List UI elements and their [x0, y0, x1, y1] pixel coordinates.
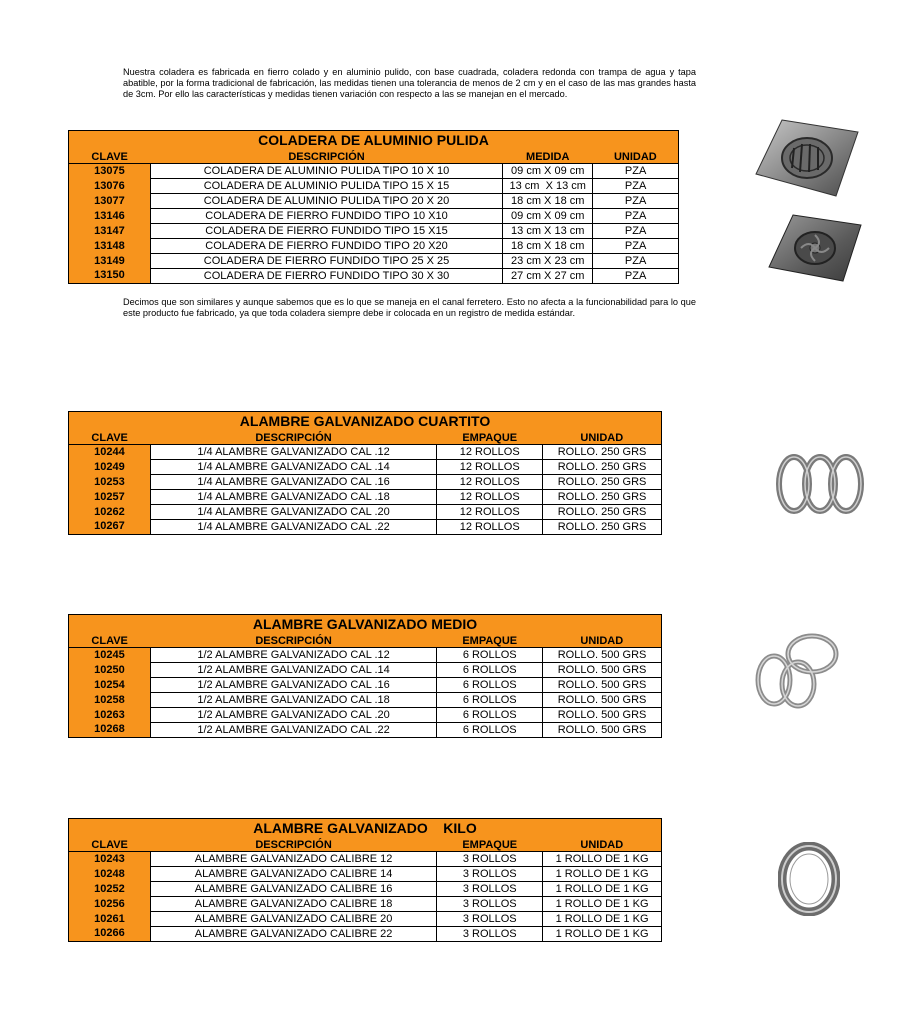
product-unit: PZA [593, 194, 679, 209]
alambre-medio-image [752, 630, 848, 710]
product-description: COLADERA DE ALUMINIO PULIDA TIPO 20 X 20 [150, 194, 502, 209]
table-header-row [69, 431, 662, 445]
table-title-row [69, 615, 662, 635]
product-unit: 1 ROLLO DE 1 KG [543, 927, 662, 942]
product-unit: PZA [593, 209, 679, 224]
product-code: 13076 [69, 179, 151, 194]
product-description: ALAMBRE GALVANIZADO CALIBRE 12 [150, 852, 437, 867]
table-row [69, 164, 679, 179]
product-description: COLADERA DE FIERRO FUNDIDO TIPO 30 X 30 [150, 269, 502, 284]
product-description: COLADERA DE FIERRO FUNDIDO TIPO 10 X10 [150, 209, 502, 224]
product-unit: PZA [593, 239, 679, 254]
product-description: 1/2 ALAMBRE GALVANIZADO CAL .16 [150, 678, 437, 693]
table-row [69, 648, 662, 663]
product-measure: 13 cm X 13 cm [503, 224, 593, 239]
product-measure: 13 cm X 13 cm [503, 179, 593, 194]
product-description: 1/4 ALAMBRE GALVANIZADO CAL .12 [150, 445, 437, 460]
product-measure: 12 ROLLOS [437, 475, 543, 490]
table-title: ALAMBRE GALVANIZADO KILO [69, 819, 662, 839]
product-description: COLADERA DE FIERRO FUNDIDO TIPO 20 X20 [150, 239, 502, 254]
table-row [69, 693, 662, 708]
product-unit: ROLLO. 500 GRS [543, 693, 662, 708]
intro-paragraph: Nuestra coladera es fabricada en fierro colado y en aluminio pulido, con base cuadrada, coladera redonda con trampa de agua y tapa abatible, por la forma tradicional de fabricación, las medidas tienen una tolerancia de menos de 2 cm y en el caso de las mas grandes hasta de 3cm. Por ello las características y medidas tienen variación con respecto a las se manejan en el mercado. [123, 67, 696, 99]
product-description: COLADERA DE ALUMINIO PULIDA TIPO 15 X 15 [150, 179, 502, 194]
alambre-kilo-table [68, 818, 662, 942]
table-header-row [69, 150, 679, 164]
product-measure: 3 ROLLOS [437, 882, 543, 897]
product-unit: PZA [593, 164, 679, 179]
table-row [69, 460, 662, 475]
product-description: ALAMBRE GALVANIZADO CALIBRE 22 [150, 927, 437, 942]
product-measure: 3 ROLLOS [437, 867, 543, 882]
table-row [69, 505, 662, 520]
table-row [69, 867, 662, 882]
product-measure: 12 ROLLOS [437, 445, 543, 460]
table-row [69, 269, 679, 284]
table-row [69, 912, 662, 927]
product-code: 10257 [69, 490, 151, 505]
product-unit: ROLLO. 500 GRS [543, 678, 662, 693]
product-code: 10252 [69, 882, 151, 897]
table-row [69, 179, 679, 194]
product-code: 10268 [69, 723, 151, 738]
table-title-row [69, 412, 662, 432]
product-description: 1/4 ALAMBRE GALVANIZADO CAL .16 [150, 475, 437, 490]
product-measure: 12 ROLLOS [437, 460, 543, 475]
product-code: 10244 [69, 445, 151, 460]
product-code: 13147 [69, 224, 151, 239]
product-unit: ROLLO. 250 GRS [543, 475, 662, 490]
product-description: COLADERA DE FIERRO FUNDIDO TIPO 15 X15 [150, 224, 502, 239]
column-header: DESCRIPCIÓN [150, 150, 502, 164]
table-title: COLADERA DE ALUMINIO PULIDA [69, 131, 679, 151]
table-row [69, 475, 662, 490]
product-unit: ROLLO. 500 GRS [543, 723, 662, 738]
product-measure: 6 ROLLOS [437, 708, 543, 723]
column-header: CLAVE [69, 150, 151, 164]
product-code: 10243 [69, 852, 151, 867]
product-code: 10248 [69, 867, 151, 882]
column-header: EMPAQUE [437, 634, 543, 648]
product-unit: ROLLO. 250 GRS [543, 445, 662, 460]
product-unit: PZA [593, 254, 679, 269]
coladera-table [68, 130, 679, 284]
alambre-cuartito-table [68, 411, 662, 535]
coladera-fierro-image [765, 213, 865, 283]
product-unit: ROLLO. 500 GRS [543, 648, 662, 663]
table-row [69, 852, 662, 867]
product-code: 10256 [69, 897, 151, 912]
product-unit: 1 ROLLO DE 1 KG [543, 897, 662, 912]
product-unit: 1 ROLLO DE 1 KG [543, 852, 662, 867]
product-unit: 1 ROLLO DE 1 KG [543, 882, 662, 897]
product-measure: 12 ROLLOS [437, 505, 543, 520]
table-row [69, 678, 662, 693]
column-header: DESCRIPCIÓN [150, 431, 437, 445]
product-measure: 6 ROLLOS [437, 723, 543, 738]
product-measure: 23 cm X 23 cm [503, 254, 593, 269]
table-row [69, 254, 679, 269]
product-code: 13075 [69, 164, 151, 179]
product-measure: 18 cm X 18 cm [503, 194, 593, 209]
column-header: DESCRIPCIÓN [150, 634, 437, 648]
product-unit: ROLLO. 500 GRS [543, 663, 662, 678]
product-unit: 1 ROLLO DE 1 KG [543, 912, 662, 927]
alambre-cuartito-image [774, 452, 866, 516]
column-header: UNIDAD [543, 634, 662, 648]
product-unit: ROLLO. 250 GRS [543, 490, 662, 505]
column-header: MEDIDA [503, 150, 593, 164]
product-code: 10254 [69, 678, 151, 693]
table-row [69, 239, 679, 254]
column-header: CLAVE [69, 838, 151, 852]
column-header: CLAVE [69, 431, 151, 445]
product-measure: 6 ROLLOS [437, 663, 543, 678]
product-code: 10267 [69, 520, 151, 535]
product-code: 10263 [69, 708, 151, 723]
product-unit: 1 ROLLO DE 1 KG [543, 867, 662, 882]
table-header-row [69, 838, 662, 852]
product-description: 1/4 ALAMBRE GALVANIZADO CAL .22 [150, 520, 437, 535]
product-description: 1/2 ALAMBRE GALVANIZADO CAL .14 [150, 663, 437, 678]
product-unit: ROLLO. 250 GRS [543, 520, 662, 535]
column-header: UNIDAD [543, 838, 662, 852]
product-description: COLADERA DE FIERRO FUNDIDO TIPO 25 X 25 [150, 254, 502, 269]
product-code: 13146 [69, 209, 151, 224]
table-row [69, 927, 662, 942]
product-code: 10250 [69, 663, 151, 678]
column-header: DESCRIPCIÓN [150, 838, 437, 852]
table-row [69, 520, 662, 535]
alambre-medio-table [68, 614, 662, 738]
table-row [69, 723, 662, 738]
table-title-row [69, 819, 662, 839]
table-row [69, 663, 662, 678]
product-measure: 09 cm X 09 cm [503, 164, 593, 179]
product-code: 10262 [69, 505, 151, 520]
table-row [69, 224, 679, 239]
column-header: CLAVE [69, 634, 151, 648]
product-description: 1/4 ALAMBRE GALVANIZADO CAL .18 [150, 490, 437, 505]
table-row [69, 897, 662, 912]
product-measure: 6 ROLLOS [437, 648, 543, 663]
column-header: UNIDAD [593, 150, 679, 164]
product-description: 1/2 ALAMBRE GALVANIZADO CAL .20 [150, 708, 437, 723]
product-measure: 6 ROLLOS [437, 693, 543, 708]
product-unit: ROLLO. 250 GRS [543, 460, 662, 475]
product-code: 13077 [69, 194, 151, 209]
product-code: 10258 [69, 693, 151, 708]
table-title-row [69, 131, 679, 151]
product-unit: PZA [593, 269, 679, 284]
product-description: ALAMBRE GALVANIZADO CALIBRE 16 [150, 882, 437, 897]
table-title: ALAMBRE GALVANIZADO MEDIO [69, 615, 662, 635]
product-code: 13150 [69, 269, 151, 284]
product-code: 13149 [69, 254, 151, 269]
product-measure: 3 ROLLOS [437, 897, 543, 912]
table-row [69, 708, 662, 723]
product-unit: ROLLO. 250 GRS [543, 505, 662, 520]
product-measure: 12 ROLLOS [437, 490, 543, 505]
product-unit: PZA [593, 224, 679, 239]
product-description: ALAMBRE GALVANIZADO CALIBRE 20 [150, 912, 437, 927]
product-code: 10245 [69, 648, 151, 663]
product-unit: PZA [593, 179, 679, 194]
product-code: 10266 [69, 927, 151, 942]
column-header: EMPAQUE [437, 838, 543, 852]
product-description: 1/2 ALAMBRE GALVANIZADO CAL .22 [150, 723, 437, 738]
product-measure: 3 ROLLOS [437, 927, 543, 942]
table-header-row [69, 634, 662, 648]
product-description: 1/4 ALAMBRE GALVANIZADO CAL .20 [150, 505, 437, 520]
product-description: ALAMBRE GALVANIZADO CALIBRE 18 [150, 897, 437, 912]
product-measure: 27 cm X 27 cm [503, 269, 593, 284]
product-code: 10261 [69, 912, 151, 927]
product-description: COLADERA DE ALUMINIO PULIDA TIPO 10 X 10 [150, 164, 502, 179]
product-measure: 18 cm X 18 cm [503, 239, 593, 254]
product-measure: 6 ROLLOS [437, 678, 543, 693]
product-description: ALAMBRE GALVANIZADO CALIBRE 14 [150, 867, 437, 882]
product-code: 10253 [69, 475, 151, 490]
product-description: 1/2 ALAMBRE GALVANIZADO CAL .18 [150, 693, 437, 708]
product-measure: 3 ROLLOS [437, 912, 543, 927]
product-measure: 09 cm X 09 cm [503, 209, 593, 224]
column-header: EMPAQUE [437, 431, 543, 445]
product-code: 10249 [69, 460, 151, 475]
product-description: 1/2 ALAMBRE GALVANIZADO CAL .12 [150, 648, 437, 663]
table-row [69, 194, 679, 209]
table-row [69, 882, 662, 897]
table-title: ALAMBRE GALVANIZADO CUARTITO [69, 412, 662, 432]
product-unit: ROLLO. 500 GRS [543, 708, 662, 723]
alambre-kilo-image [778, 842, 840, 916]
product-description: 1/4 ALAMBRE GALVANIZADO CAL .14 [150, 460, 437, 475]
note-paragraph: Decimos que son similares y aunque sabemos que es lo que se maneja en el canal ferretero. Esto no afecta a la funcionabilidad para lo que este producto fue fabricado, ya que toda coladera siempre debe ir colocada en un registro de medida estándar. [123, 297, 696, 318]
column-header: UNIDAD [543, 431, 662, 445]
product-measure: 12 ROLLOS [437, 520, 543, 535]
coladera-aluminio-image [752, 118, 862, 198]
table-row [69, 445, 662, 460]
table-row [69, 209, 679, 224]
table-row [69, 490, 662, 505]
product-measure: 3 ROLLOS [437, 852, 543, 867]
product-code: 13148 [69, 239, 151, 254]
